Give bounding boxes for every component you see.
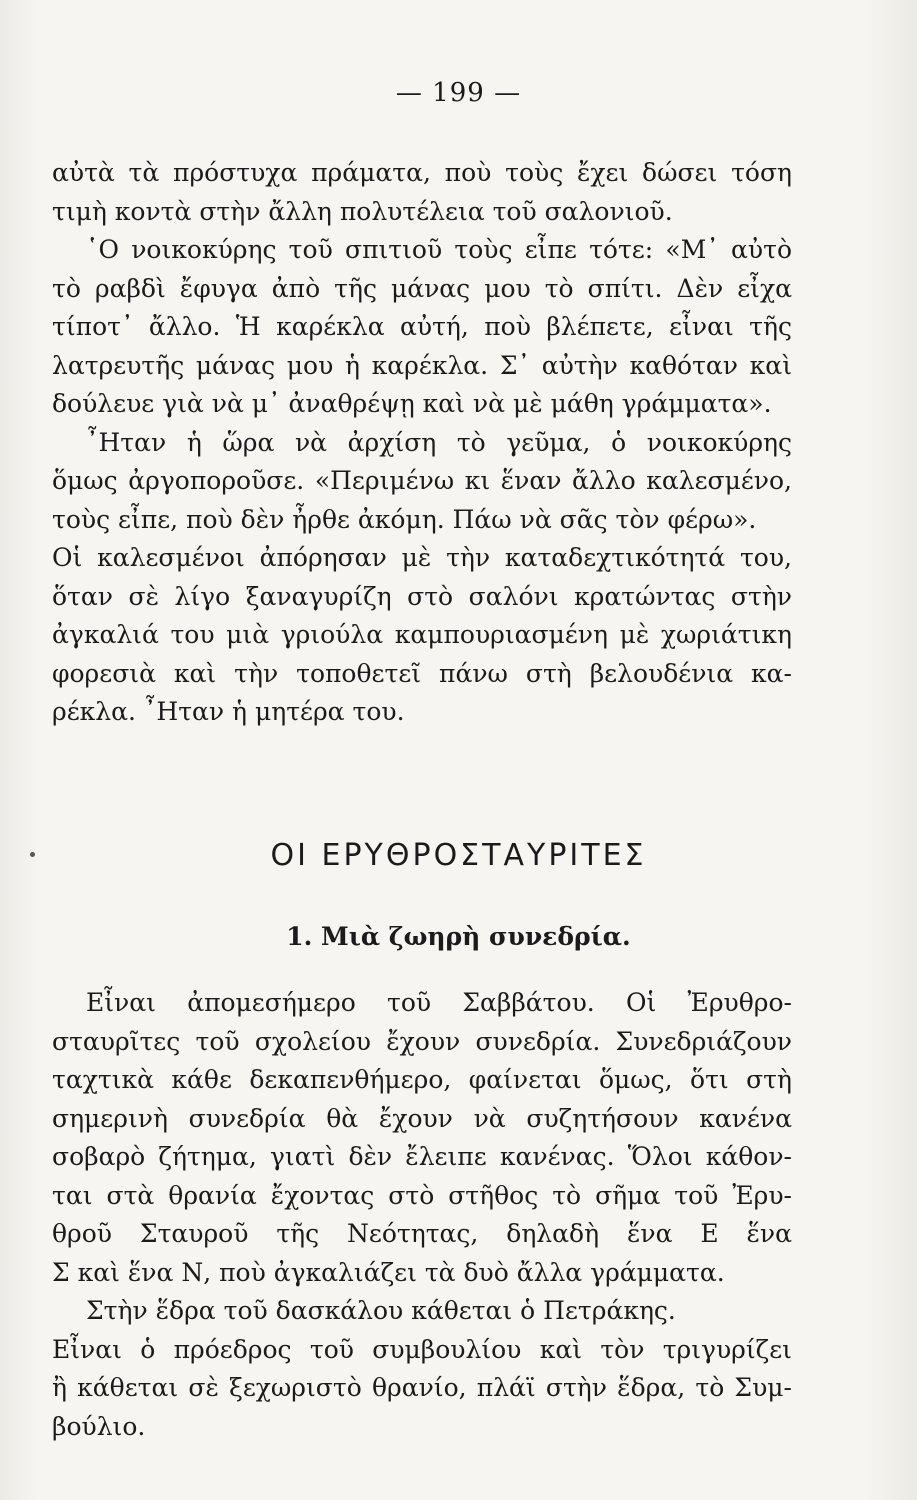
section-heading: ΟΙ ΕΡΥΘΡΟΣΤΑΥΡΙΤΕΣ bbox=[270, 838, 647, 873]
text-line: Στὴν ἕδρα τοῦ δασκάλου κάθεται ὁ Πετράκης. bbox=[86, 1296, 676, 1325]
text-line: ται στὰ θρανία ἔχοντας στὸ στῆθος τὸ σῆμα τοῦ Ἐρυ- bbox=[52, 1180, 792, 1210]
paragraph-2 bbox=[52, 984, 792, 1446]
text-line: τὸ ραβδὶ ἔφυγα ἀπὸ τῆς μάνας μου τὸ σπίτι. Δὲν εἶχα bbox=[52, 273, 792, 303]
text-line: βούλιο. bbox=[52, 1411, 146, 1441]
text-line: τιμὴ κοντὰ στὴν ἄλλη πολυτέλεια τοῦ σαλονιοῦ. bbox=[52, 196, 673, 226]
text-line: Σ καὶ ἕνα Ν, ποὺ ἀγκαλιάζει τὰ δυὸ ἄλλα γράμματα. bbox=[52, 1257, 725, 1287]
text-line: ἀγκαλιά του μιὰ γριούλα καμπουριασμένη μὲ χωριάτικη bbox=[52, 620, 792, 649]
text-line: ἢ κάθεται σὲ ξεχωριστὸ θρανίο, πλάϊ στὴν ἕδρα, τὸ Συμ- bbox=[52, 1373, 792, 1402]
text-line: αὐτὰ τὰ πρόστυχα πράματα, ποὺ τοὺς ἔχει δώσει τόση bbox=[52, 158, 792, 187]
text-line: τοὺς εἶπε, ποὺ δὲν ἦρθε ἀκόμη. Πάω νὰ σᾶς τὸν φέρω». bbox=[52, 504, 757, 534]
text-line: φορεσιὰ καὶ τὴν τοποθετεῖ πάνω στὴ βελουδένια κα- bbox=[52, 658, 792, 688]
text-line: ὅμως ἀργοποροῦσε. «Περιμένω κι ἕναν ἄλλο καλεσμένο, bbox=[52, 466, 792, 495]
text-line: θροῦ Σταυροῦ τῆς Νεότητας, δηλαδὴ ἕνα Ε ἕνα bbox=[52, 1219, 792, 1248]
text-line: Εἶναι ἀπομεσήμερο τοῦ Σαββάτου. Οἱ Ἐρυθρο- bbox=[86, 988, 792, 1017]
text-line: ταχτικὰ κάθε δεκαπενθήμερο, φαίνεται ὅμως, ὅτι στὴ bbox=[52, 1065, 792, 1094]
text-line: ῏Ηταν ἡ ὥρα νὰ ἀρχίση τὸ γεῦμα, ὁ νοικοκύρης bbox=[86, 427, 792, 457]
text-line: δούλευε γιὰ νὰ μ᾽ ἀναθρέψῃ καὶ νὰ μὲ μάθη γράμματα». bbox=[52, 389, 772, 418]
paragraph-1 bbox=[52, 154, 792, 732]
text-line: Οἱ καλεσμένοι ἀπόρησαν μὲ τὴν καταδεχτικότητά του, bbox=[52, 543, 792, 572]
page-number: — 199 — bbox=[395, 78, 522, 108]
text-line: Εἶναι ὁ πρόεδρος τοῦ συμβουλίου καὶ τὸν τριγυρίζει bbox=[52, 1334, 792, 1364]
text-line: ὅταν σὲ λίγο ξαναγυρίζη στὸ σαλόνι κρατώντας στὴν bbox=[52, 581, 792, 611]
text-line: τίποτ᾽ ἄλλο. Ἡ καρέκλα αὐτή, ποὺ βλέπετε, εἶναι τῆς bbox=[52, 312, 792, 341]
text-line: σοβαρὸ ζήτημα, γιατὶ δὲν ἔλειπε κανένας. Ὅλοι κάθον- bbox=[52, 1142, 792, 1171]
text-line: ῾Ο νοικοκύρης τοῦ σπιτιοῦ τοὺς εἶπε τότε: «Μ᾽ αὐτὸ bbox=[86, 235, 792, 264]
text-line: σημερινὴ συνεδρία θὰ ἔχουν νὰ συζητήσουν κανένα bbox=[52, 1103, 792, 1133]
text-line: ρέκλα. ῏Ηταν ἡ μητέρα του. bbox=[52, 697, 405, 726]
text-line: σταυρῖτες τοῦ σχολείου ἔχουν συνεδρία. Συνεδριάζουν bbox=[52, 1026, 792, 1056]
subsection-heading: 1. Μιὰ ζωηρὴ συνεδρία. bbox=[286, 922, 631, 951]
text-line: λατρευτῆς μάνας μου ἡ καρέκλα. Σ᾽ αὐτὴν καθόταν καὶ bbox=[52, 350, 792, 380]
